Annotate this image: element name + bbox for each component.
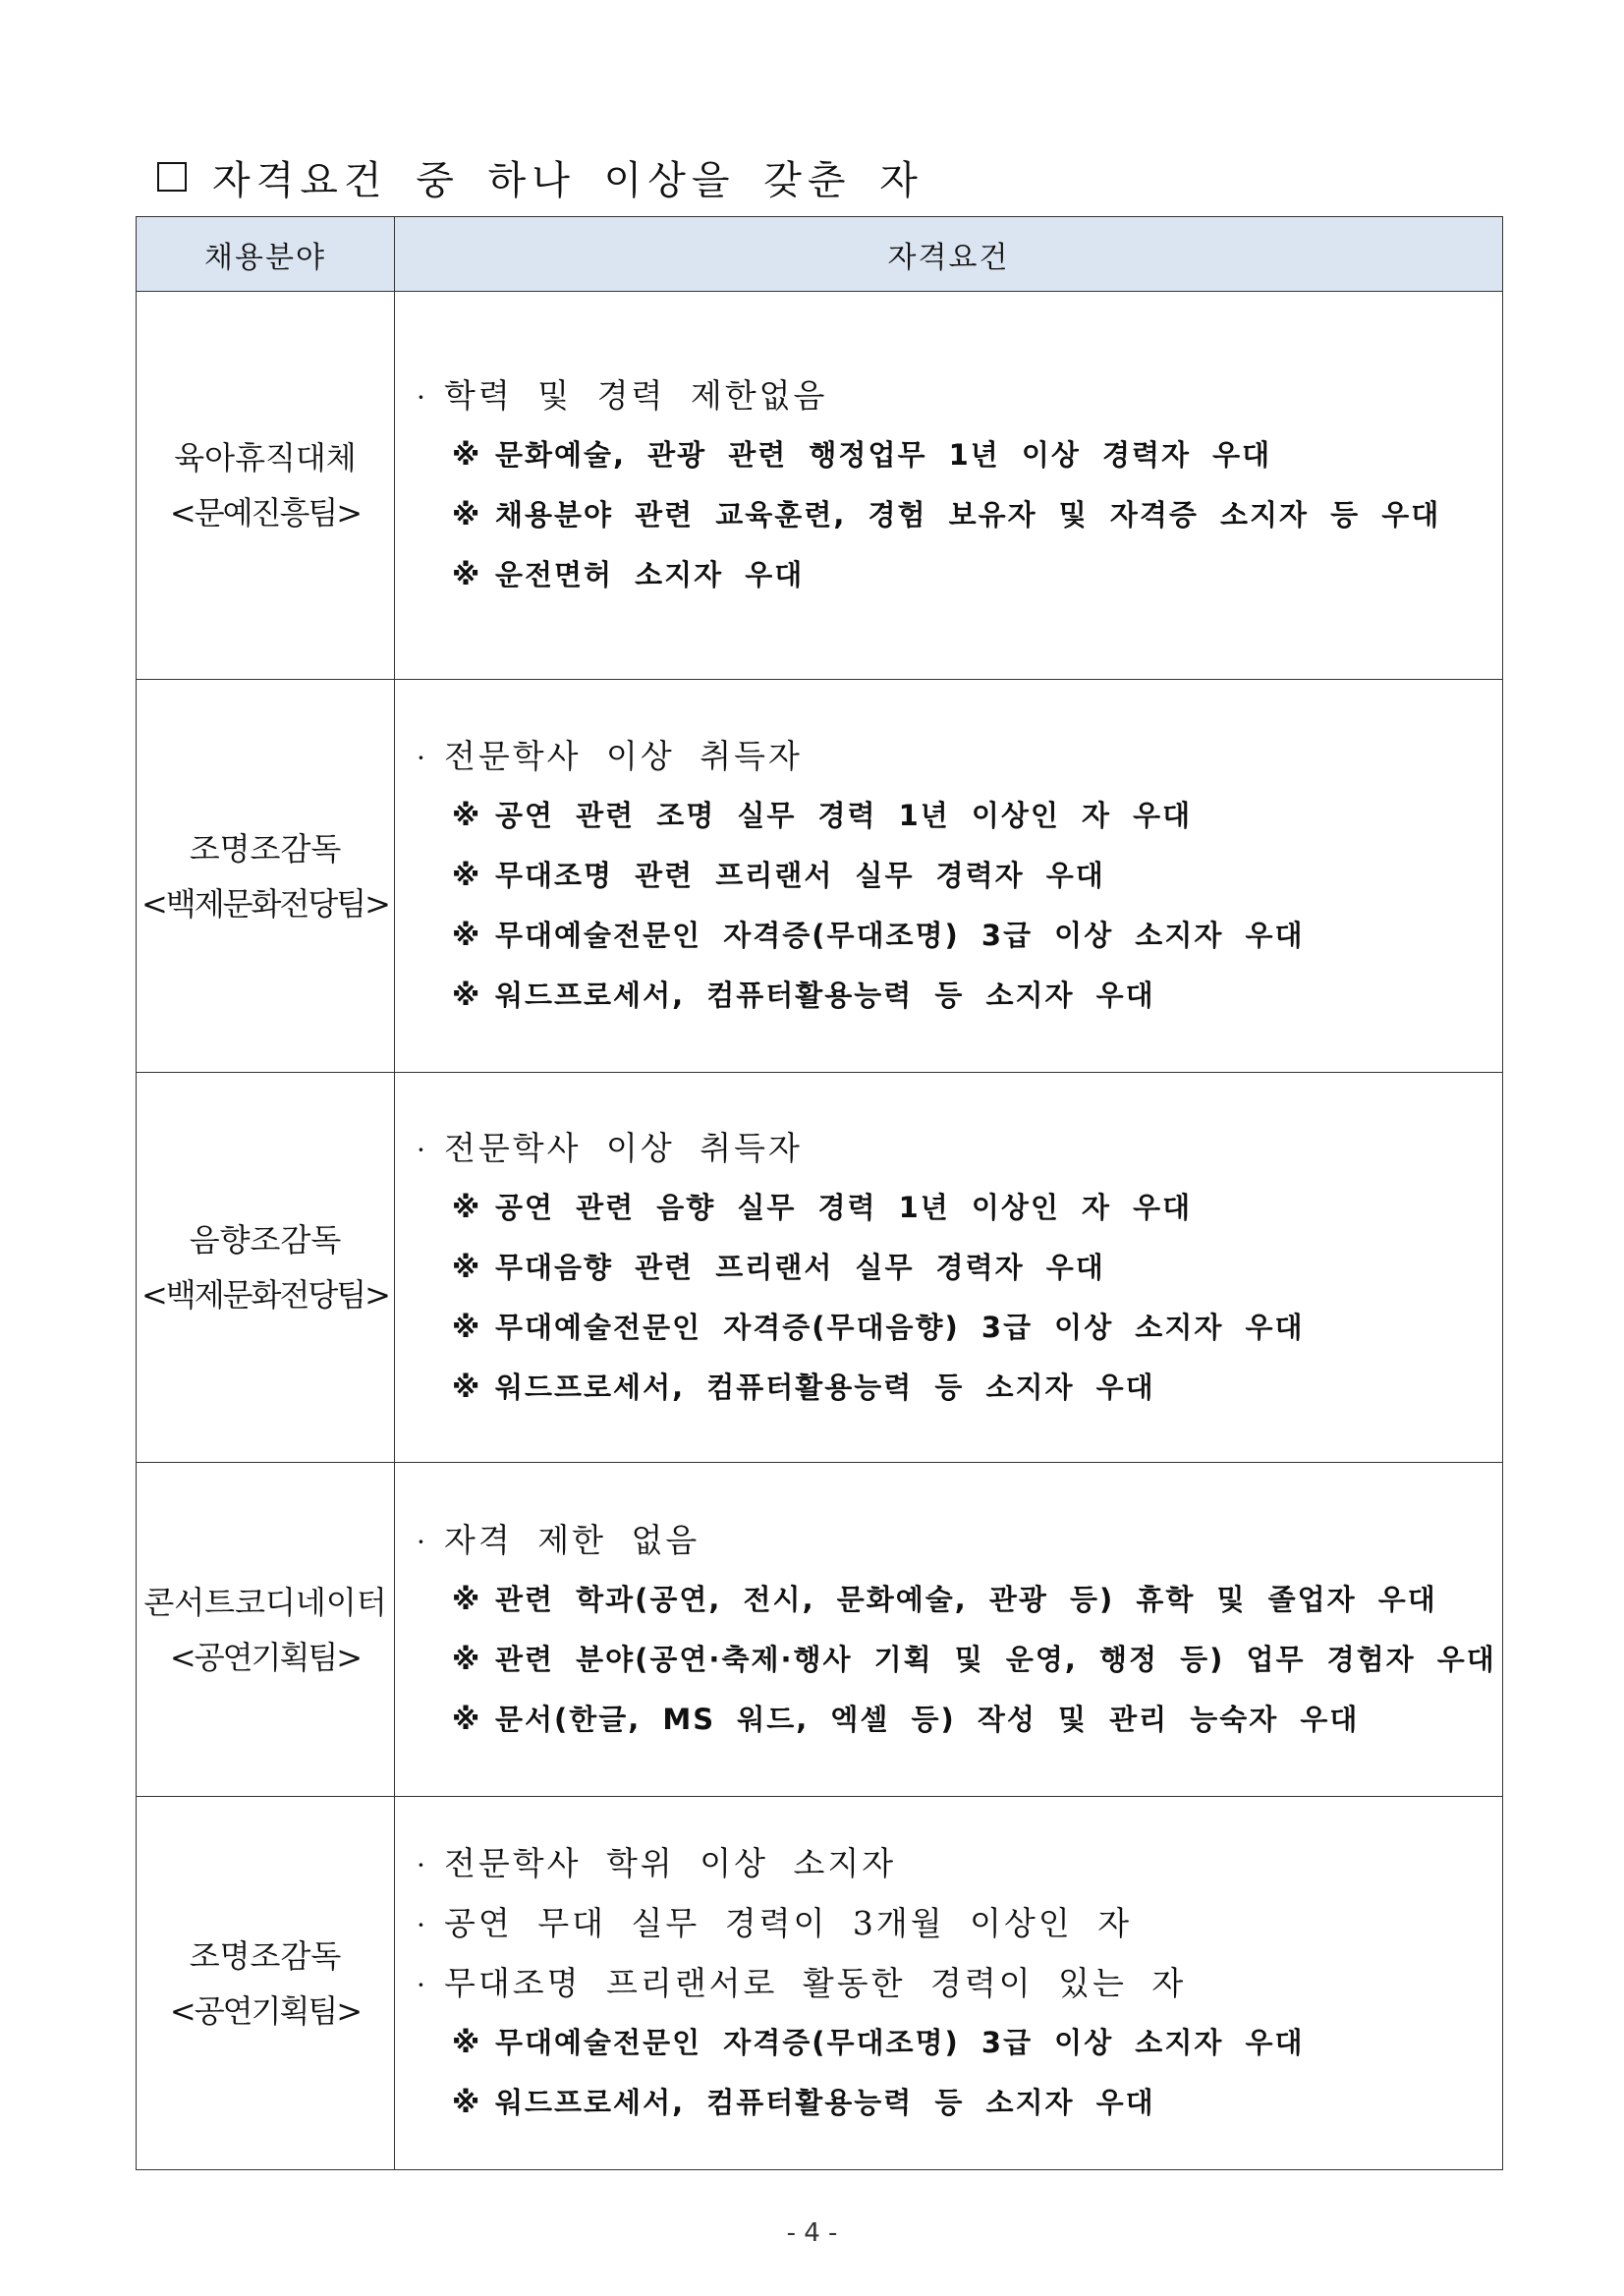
item-text: 관련 분야(공연·축제·행사 기획 및 운영, 행정 등) 업무 경험자 우대 — [495, 1642, 1496, 1676]
requirement-item — [417, 1118, 1502, 1178]
reference-mark-icon: ※ — [452, 2026, 482, 2059]
preference-note — [417, 1690, 1502, 1750]
requirements-cell — [395, 1073, 1503, 1463]
reference-mark-icon: ※ — [452, 2086, 482, 2119]
preference-note — [417, 1298, 1502, 1358]
team-name: <공연기획팀> — [169, 1638, 362, 1676]
requirement-item — [417, 1893, 1502, 1953]
checkbox-icon — [157, 162, 187, 192]
team-name: <백제문화전당팀> — [140, 884, 389, 923]
preference-note — [417, 1570, 1502, 1630]
requirement-item — [417, 1953, 1502, 2013]
requirements-table — [136, 216, 1503, 2170]
bullet-icon: · — [417, 1969, 428, 2001]
item-text: 문화예술, 관광 관련 행정업무 1년 이상 경력자 우대 — [495, 438, 1272, 472]
preference-note — [417, 1630, 1502, 1690]
reference-mark-icon: ※ — [452, 1310, 482, 1344]
team-name: <백제문화전당팀> — [140, 1276, 389, 1314]
preference-note — [417, 485, 1502, 545]
header-field: 채용분야 — [137, 217, 395, 292]
position-name: 육아휴직대체 — [174, 439, 357, 476]
item-text: 공연 관련 음향 실무 경력 1년 이상인 자 우대 — [495, 1190, 1193, 1224]
position-name: 콘서트코디네이터 — [143, 1583, 387, 1621]
bullet-icon: · — [417, 1133, 428, 1166]
reference-mark-icon: ※ — [452, 979, 482, 1012]
reference-mark-icon: ※ — [452, 799, 482, 832]
item-text: 무대음향 관련 프리랜서 실무 경력자 우대 — [495, 1250, 1105, 1284]
table-row — [137, 1463, 1503, 1797]
bullet-icon: · — [417, 1525, 428, 1558]
requirements-cell — [395, 1797, 1503, 2170]
preference-note — [417, 966, 1502, 1026]
item-text: 학력 및 경력 제한없음 — [444, 376, 828, 415]
team-name: <문예진흥팀> — [169, 494, 362, 532]
item-text: 무대예술전문인 자격증(무대음향) 3급 이상 소지자 우대 — [495, 1310, 1305, 1344]
field-cell — [137, 1463, 395, 1797]
requirements-cell — [395, 1463, 1503, 1797]
position-name: 조명조감독 — [189, 829, 342, 868]
item-text: 워드프로세서, 컴퓨터활용능력 등 소지자 우대 — [495, 2086, 1155, 2119]
section-heading — [157, 149, 924, 204]
item-text: 무대예술전문인 자격증(무대조명) 3급 이상 소지자 우대 — [495, 919, 1305, 952]
reference-mark-icon: ※ — [452, 498, 482, 532]
reference-mark-icon: ※ — [452, 1642, 482, 1676]
requirement-item — [417, 1833, 1502, 1893]
reference-mark-icon: ※ — [452, 919, 482, 952]
reference-mark-icon: ※ — [452, 558, 482, 591]
bullet-icon: · — [417, 1909, 428, 1941]
position-name: 조명조감독 — [189, 1936, 342, 1975]
field-cell — [137, 1797, 395, 2170]
reference-mark-icon: ※ — [452, 1250, 482, 1284]
section-heading-text: 자격요건 중 하나 이상을 갖춘 자 — [212, 157, 924, 203]
table-body — [137, 292, 1503, 2170]
item-text: 문서(한글, MS 워드, 엑셀 등) 작성 및 관리 능숙자 우대 — [495, 1702, 1360, 1736]
item-text: 워드프로세서, 컴퓨터활용능력 등 소지자 우대 — [495, 1370, 1155, 1404]
preference-note — [417, 2073, 1502, 2133]
reference-mark-icon: ※ — [452, 1702, 482, 1736]
bullet-icon: · — [417, 1849, 428, 1881]
field-cell — [137, 292, 395, 680]
reference-mark-icon: ※ — [452, 1190, 482, 1224]
item-text: 채용분야 관련 교육훈련, 경험 보유자 및 자격증 소지자 등 우대 — [495, 498, 1441, 532]
preference-note — [417, 1358, 1502, 1418]
item-text: 전문학사 이상 취득자 — [444, 737, 803, 775]
header-requirements: 자격요건 — [395, 217, 1503, 292]
table-row — [137, 292, 1503, 680]
preference-note — [417, 846, 1502, 906]
team-name: <공연기획팀> — [169, 1991, 362, 2030]
field-cell — [137, 1073, 395, 1463]
position-name: 음향조감독 — [189, 1221, 342, 1259]
requirements-cell — [395, 292, 1503, 680]
reference-mark-icon: ※ — [452, 1582, 482, 1616]
preference-note — [417, 2013, 1502, 2073]
preference-note — [417, 1178, 1502, 1238]
reference-mark-icon: ※ — [452, 438, 482, 472]
field-cell — [137, 680, 395, 1073]
item-text: 자격 제한 없음 — [444, 1520, 700, 1559]
item-text: 전문학사 학위 이상 소지자 — [444, 1844, 897, 1882]
preference-note — [417, 906, 1502, 966]
item-text: 공연 무대 실무 경력이 3개월 이상인 자 — [444, 1904, 1133, 1942]
requirement-item — [417, 1510, 1502, 1570]
item-text: 워드프로세서, 컴퓨터활용능력 등 소지자 우대 — [495, 979, 1155, 1012]
requirement-item — [417, 726, 1502, 786]
table-row — [137, 1073, 1503, 1463]
item-text: 무대조명 관련 프리랜서 실무 경력자 우대 — [495, 859, 1105, 892]
bullet-icon: · — [417, 381, 428, 414]
preference-note — [417, 545, 1502, 605]
table-header-row — [137, 217, 1503, 292]
requirements-cell — [395, 680, 1503, 1073]
bullet-icon: · — [417, 742, 428, 774]
preference-note — [417, 786, 1502, 846]
item-text: 공연 관련 조명 실무 경력 1년 이상인 자 우대 — [495, 799, 1193, 832]
item-text: 전문학사 이상 취득자 — [444, 1128, 803, 1167]
preference-note — [417, 425, 1502, 485]
reference-mark-icon: ※ — [452, 1370, 482, 1404]
page-number: - 4 - — [786, 2218, 838, 2248]
item-text: 운전면허 소지자 우대 — [495, 558, 805, 591]
table-row — [137, 680, 1503, 1073]
item-text: 무대예술전문인 자격증(무대조명) 3급 이상 소지자 우대 — [495, 2026, 1305, 2059]
table-row — [137, 1797, 1503, 2170]
item-text: 무대조명 프리랜서로 활동한 경력이 있는 자 — [444, 1964, 1187, 2002]
reference-mark-icon: ※ — [452, 859, 482, 892]
requirement-item — [417, 365, 1502, 425]
item-text: 관련 학과(공연, 전시, 문화예술, 관광 등) 휴학 및 졸업자 우대 — [495, 1582, 1437, 1616]
preference-note — [417, 1238, 1502, 1298]
